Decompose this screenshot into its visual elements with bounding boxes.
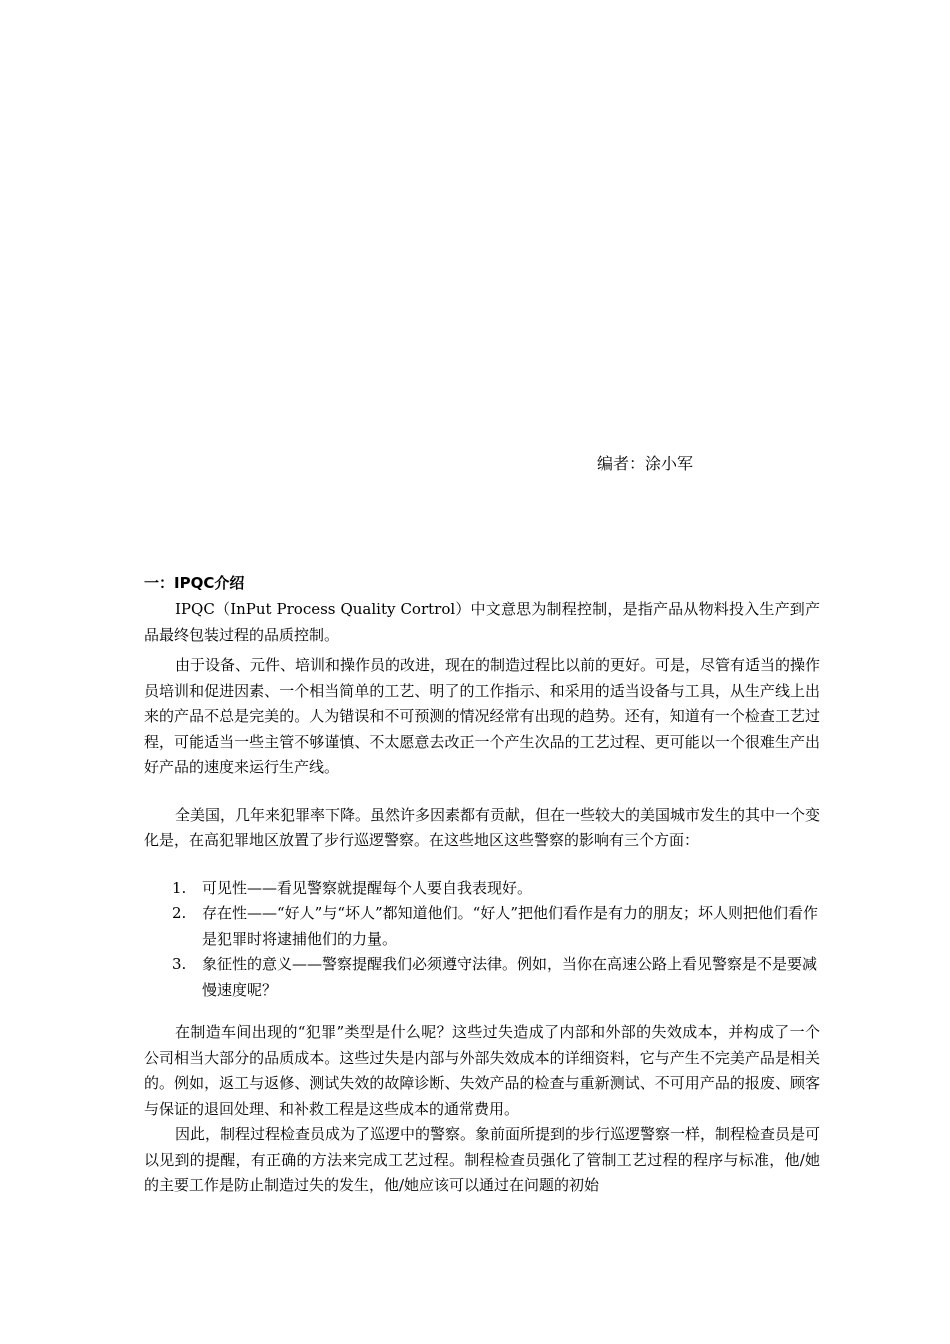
- paragraph-process-inspector: 因此，制程过程检查员成为了巡逻中的警察。象前面所提到的步行巡逻警察一样，制程检查员是可以见到的提醒，有正确的方法来完成工艺过程。制程检查员强化了管制工艺过程的程序与标准，他/她的主要工作是防止制造过失的发生，他/她应该可以通过在问题的初始: [144, 1125, 821, 1194]
- list-item-number: 2.: [172, 904, 187, 922]
- list-item-text: 象征性的意义——警察提醒我们必须遵守法律。例如，当你在高速公路上看见警察是不是要减慢速度呢？: [202, 955, 818, 999]
- paragraph-gap: [144, 859, 820, 876]
- document-body: [144, 571, 820, 1199]
- list-item-number: 3.: [172, 955, 187, 973]
- paragraph-patrol-police: 全美国，几年来犯罪率下降。虽然许多因素都有贡献，但在一些较大的美国城市发生的其中一个变化是，在高犯罪地区放置了步行巡逻警察。在这些地区这些警察的影响有三个方面：: [144, 805, 821, 849]
- paragraph-manufacturing-crime: 在制造车间出现的“犯罪”类型是什么呢？这些过失造成了内部和外部的失效成本，并构成了一个公司相当大部分的品质成本。这些过失是内部与外部失效成本的详细资料，它与产生不完美产品是相关的。例如，返工与返修、测试失效的故障诊断、失效产品的检查与重新测试、不可用产品的报废、顾客与保证的退回处理、和补救工程是这些成本的通常费用。: [144, 1023, 820, 1118]
- list-item-number: 1.: [172, 878, 187, 897]
- list-item-text: 存在性——“好人”与“坏人”都知道他们。“好人”把他们看作是有力的朋友；坏人则把他们看作是犯罪时将逮捕他们的力量。: [202, 904, 819, 948]
- list-item: [144, 952, 820, 1003]
- numbered-list: [144, 876, 820, 1004]
- list-item: [144, 901, 820, 952]
- paragraph-manufacturing-process: 由于设备、元件、培训和操作员的改进，现在的制造过程比以前的更好。可是，尽管有适当的操作员培训和促进因素、一个相当简单的工艺、明了的工作指示、和采用的适当设备与工具，从生产线上出来的产品不总是完美的。人为错误和不可预测的情况经常有出现的趋势。还有，知道有一个检查工艺过程，可能适当一些主管不够谨慎、不太愿意去改正一个产生次品的工艺过程、更可能以一个很难生产出好产品的速度来运行生产线。: [144, 656, 821, 776]
- paragraph-gap: [144, 1003, 820, 1020]
- paragraph-ipqc-definition: IPQC（InPut Process Quality Cortrol）中文意思为制程控制，是指产品从物料投入生产到产品最终包装过程的品质控制。: [144, 600, 820, 644]
- section-heading: 一：IPQC介绍: [144, 574, 245, 592]
- paragraph-gap: [144, 786, 820, 803]
- list-item: [144, 876, 820, 902]
- author-line: 编者：涂小军: [597, 454, 694, 473]
- list-item-text: 可见性——看见警察就提醒每个人要自我表现好。: [202, 878, 533, 897]
